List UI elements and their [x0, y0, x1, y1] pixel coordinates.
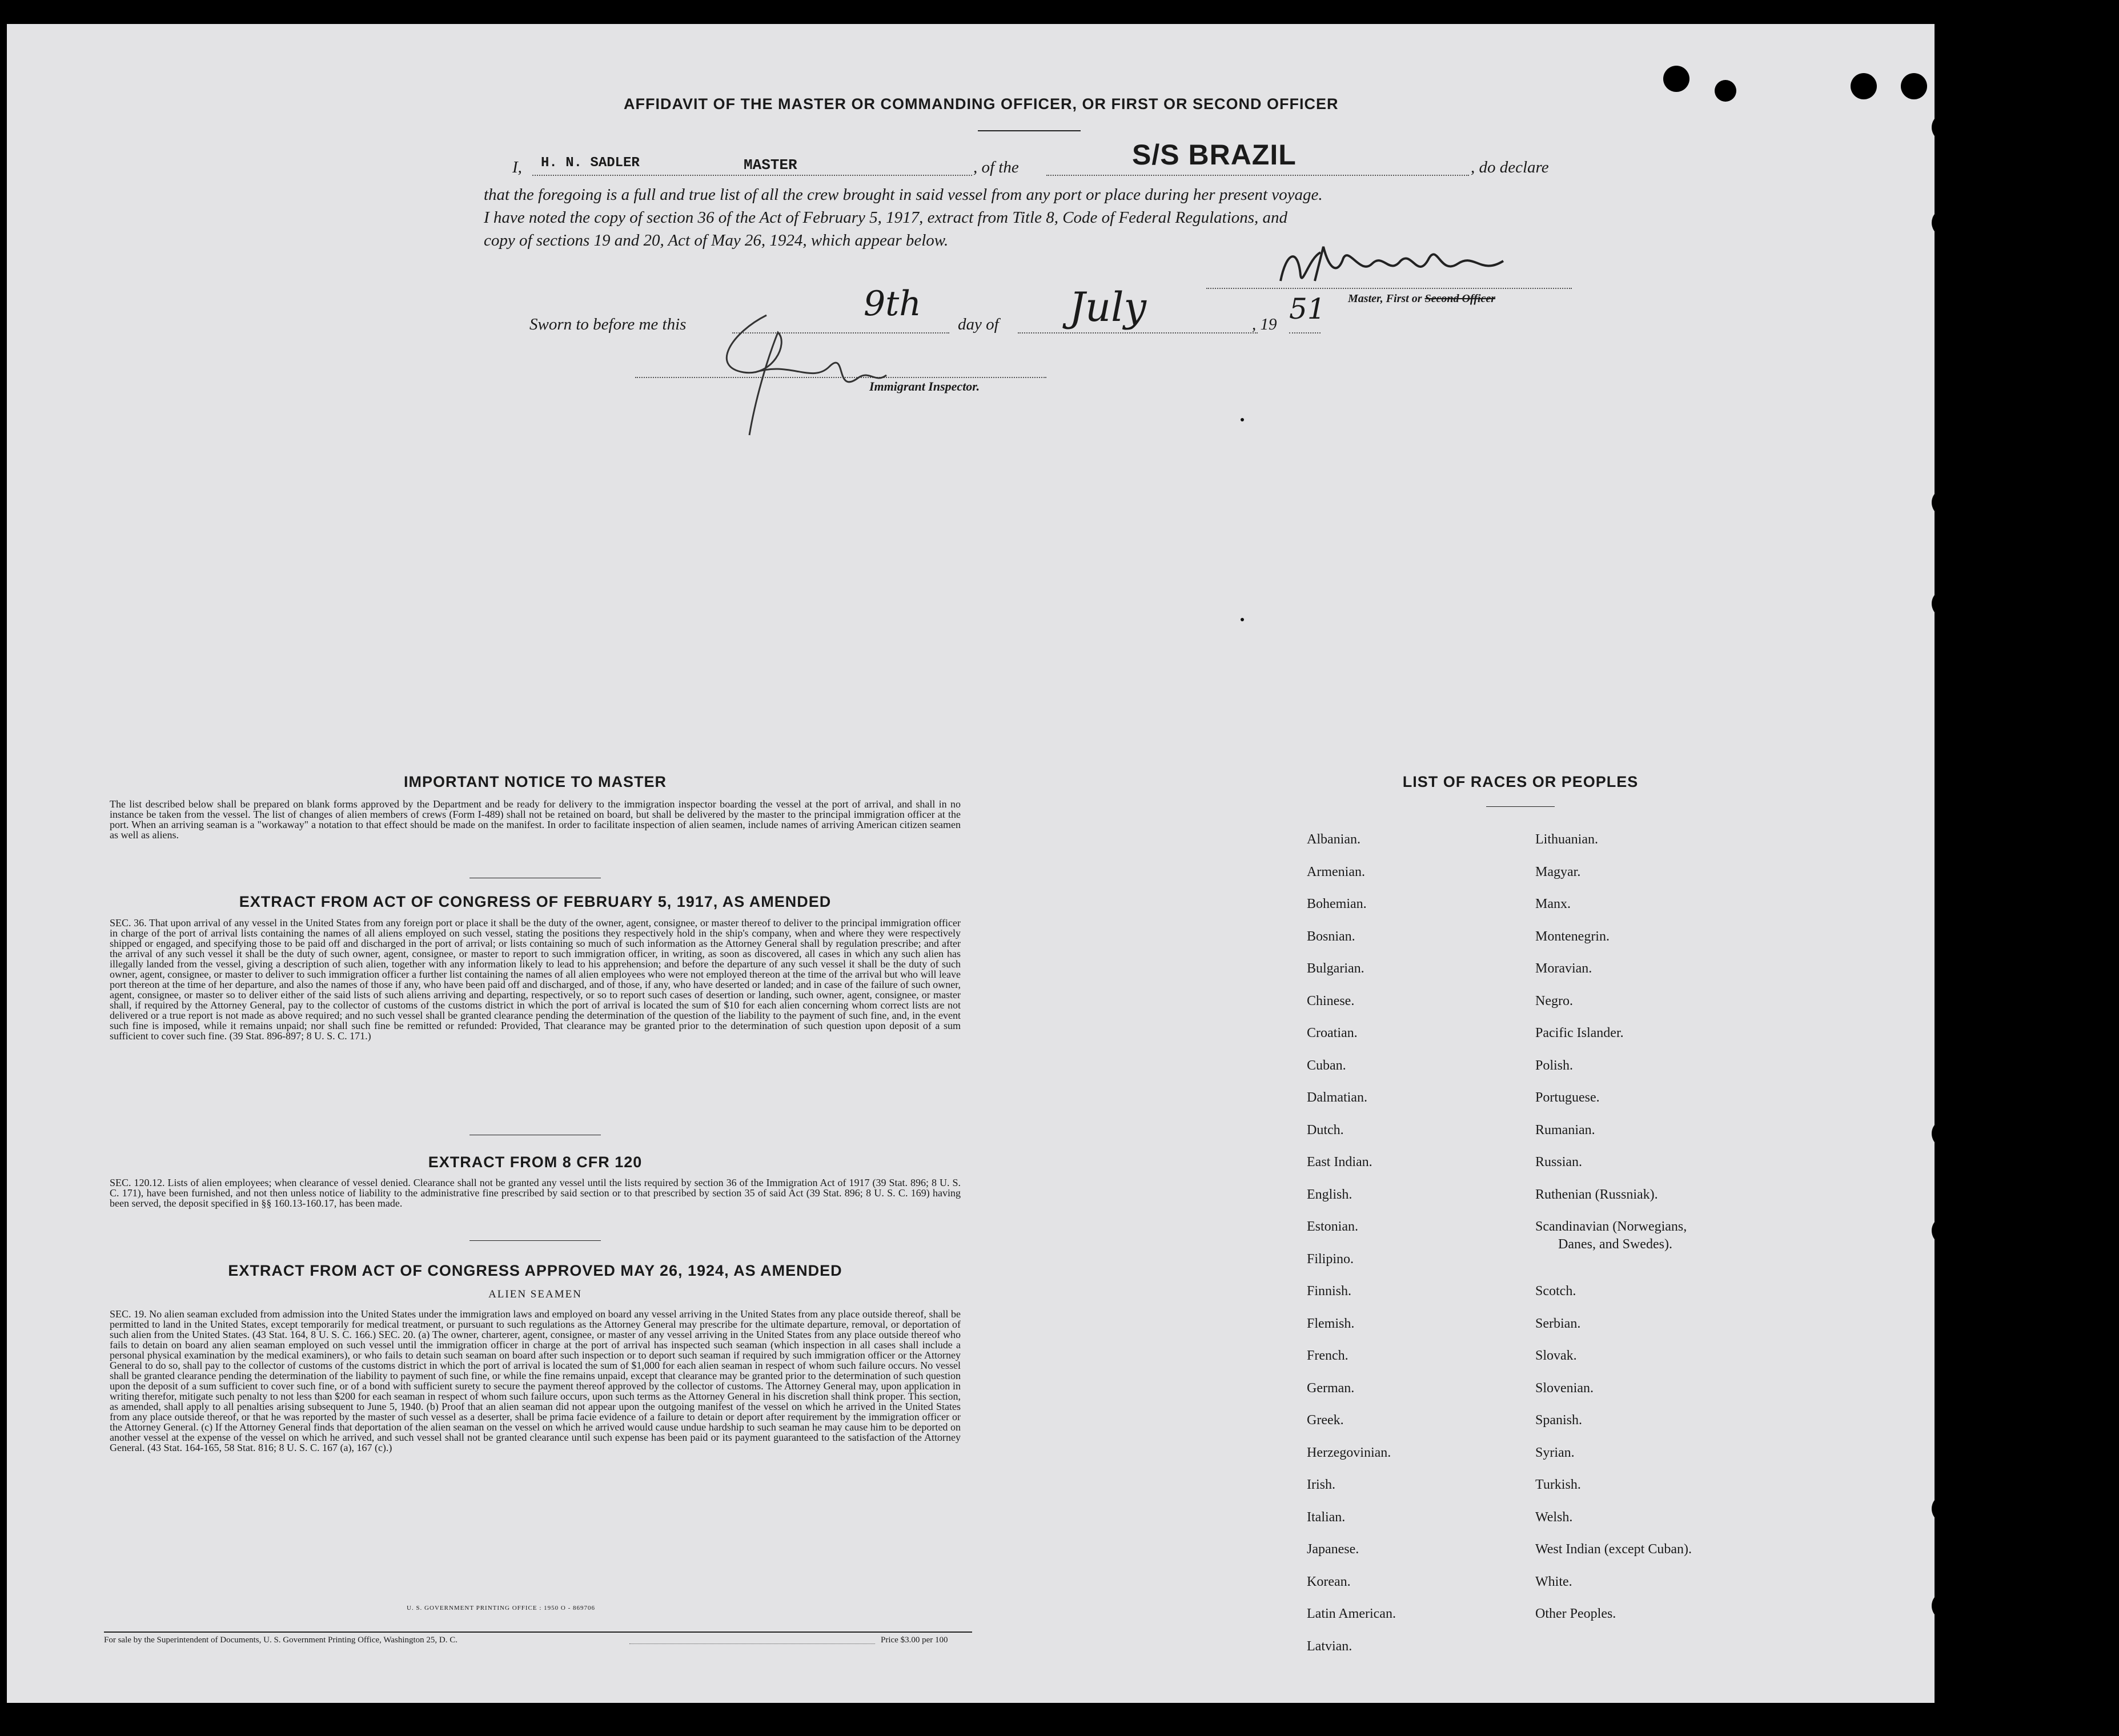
footer-dots	[629, 1643, 875, 1644]
extract-cfr-text: SEC. 120.12. Lists of alien employees; when clearance of vessel denied. Clearance shall not be granted any vessel until the lists required by section 36 of the Immigration Act of 1917 (39 Stat. 896; 8 U. S. C. 171), have been furnished, and not then unless notice of liability to the administrative fine prescribed by said section or to that prescribed by section 35 of said Act (39 Stat. 896; 8 U. S. C. 169) having been served, the deposit specified in §§ 160.13-160.17, has been made.	[110, 1177, 961, 1209]
race-item: Bohemian.	[1307, 897, 1367, 911]
race-item: Ruthenian (Russniak).	[1535, 1187, 1658, 1202]
race-item: Latin American.	[1307, 1606, 1396, 1621]
extract-1924-text: SEC. 19. No alien seaman excluded from admission into the United States under the immigration laws and employed on board any vessel arriving in the United States from any place outside thereof, shall be permitted to land in the United States, except temporarily for medical treatment, or pursuant to such regulations as the Attorney General may prescribe for the ultimate departure, removal, or deportation of such alien from the United States. (43 Stat. 164, 8 U. S. C. 166.) SEC. 20. (a) The owner, charterer, agent, consignee, or master of any vessel arriving in the United States from any place outside thereof who fails to detain on board any alien seaman employed on such vessel until the immigration officer in charge at the port of arrival has inspected such seaman (which inspection in all cases shall include a personal physical examination by the medical examiners), or who fails to detain such seaman on board after such inspection or to deport such seaman if required by such immigration officer or the Attorney General to do so, shall pay to the collector of customs of the customs district in which the port of arrival is located the sum of $1,000 for each alien seaman in respect of whom such failure occurs. No vessel shall be granted clearance pending the determination of the liability to payment of such fine, or while the fine remains unpaid, except that clearance may be granted prior to the determination of such question upon the deposit of a sum sufficient to cover such fine, or of a bond with sufficient surety to secure the payment thereof approved by the collector of customs. The Attorney General may, upon application in writing therefor, mitigate such penalty to not less than $200 for each seaman in respect of whom such failure occurs, upon such terms as the Attorney General in his discretion shall think proper. This section, as amended, shall apply to all penalties arising subsequent to June 5, 1940. (b) Proof that an alien seaman did not appear upon the outgoing manifest of the vessel on which he arrived in the United States from any place outside thereof, or that he was reported by the master of such vessel as a deserter, shall be prima facie evidence of a failure to detain or deport after requirement by the immigration officer or the Attorney General. (c) If the Attorney General finds that deportation of the alien seaman on the vessel on which he arrived would cause undue hardship to such seaman he may cause him to be deported on another vessel at the expense of the vessel on which he arrived, and such vessel shall not be granted clearance until such expense has been paid or its payment guaranteed to the satisfaction of the Attorney General. (43 Stat. 164-165, 58 Stat. 816; 8 U. S. C. 167 (a), 167 (c).)	[110, 1308, 961, 1453]
officer-caption: Master, First or Second Officer	[1348, 292, 1495, 305]
stray-mark	[1241, 618, 1244, 621]
do-declare-label: , do declare	[1471, 158, 1549, 176]
race-item: Turkish.	[1535, 1477, 1581, 1492]
notice-text: The list described below shall be prepared on blank forms approved by the Department and be ready for delivery to the immigration inspector boarding the vessel at the port of arrival, and shall in no instance be taken from the vessel. The list of changes of alien members of crews (Form I-489) shall not be retained on board, but shall be delivered by the master to the principal immigration officer at the port. When an arriving seaman is a "workaway" a notation to that effect should be made on the manifest. In order to facilitate inspection of alien seamen, include names of arriving American citizen seamen as well as aliens.	[110, 798, 961, 841]
footer-rule	[104, 1631, 972, 1633]
i-label: I,	[512, 158, 522, 176]
race-item: Welsh.	[1535, 1509, 1573, 1525]
race-item: Pacific Islander.	[1535, 1026, 1624, 1040]
affidavit-title: AFFIDAVIT OF THE MASTER OR COMMANDING OFFICER, OR FIRST OR SECOND OFFICER	[624, 95, 1339, 112]
race-item: Cuban.	[1307, 1058, 1346, 1073]
race-item: Italian.	[1307, 1509, 1346, 1525]
race-item: White.	[1535, 1574, 1572, 1589]
race-item: Bosnian.	[1307, 929, 1355, 944]
race-item: Scotch.	[1535, 1284, 1576, 1299]
race-item: Rumanian.	[1535, 1122, 1595, 1138]
extract-1924-title: EXTRACT FROM ACT OF CONGRESS APPROVED MAY 26, 1924, AS AMENDED	[228, 1262, 842, 1279]
race-item: Montenegrin.	[1535, 929, 1610, 944]
race-item: Estonian.	[1307, 1219, 1358, 1234]
title-rule	[978, 130, 1081, 131]
officer-line	[532, 175, 972, 176]
extract-1917-title: EXTRACT FROM ACT OF CONGRESS OF FEBRUARY 5, 1917, AS AMENDED	[239, 893, 832, 910]
month-line	[1018, 332, 1258, 333]
price-note: Price $3.00 per 100	[881, 1635, 948, 1645]
race-item: Greek.	[1307, 1413, 1344, 1428]
punch-hole	[1932, 488, 1960, 517]
punch-hole	[1901, 73, 1927, 99]
stray-mark	[1241, 418, 1244, 421]
punch-hole	[1851, 73, 1877, 99]
race-item: Filipino.	[1307, 1251, 1354, 1267]
race-item: Serbian.	[1535, 1316, 1581, 1331]
day-value: 9th	[864, 284, 921, 324]
punch-hole	[1932, 208, 1960, 237]
race-item: Chinese.	[1307, 993, 1355, 1008]
race-item: Bulgarian.	[1307, 961, 1364, 976]
punch-hole	[1932, 1592, 1960, 1620]
punch-hole	[1663, 66, 1689, 92]
punch-hole	[1932, 1119, 1960, 1148]
race-item: Dutch.	[1307, 1122, 1344, 1138]
inspector-caption: Immigrant Inspector.	[869, 379, 980, 393]
race-item: West Indian (except Cuban).	[1535, 1542, 1692, 1557]
officer-name: H. N. SADLER	[541, 155, 640, 171]
extract-cfr-title: EXTRACT FROM 8 CFR 120	[428, 1154, 643, 1171]
race-item: English.	[1307, 1187, 1353, 1202]
year-value: 51	[1289, 292, 1326, 326]
year-line	[1289, 332, 1321, 333]
for-sale-note: For sale by the Superintendent of Documents, U. S. Government Printing Office, Washington 25, D. C.	[104, 1635, 457, 1645]
race-item: Moravian.	[1535, 961, 1592, 976]
sworn-label: Sworn to before me this	[529, 315, 687, 333]
race-item: Dalmatian.	[1307, 1090, 1367, 1105]
inspector-signature	[698, 310, 904, 441]
month-value: July	[1069, 284, 1147, 331]
punch-hole	[1932, 589, 1960, 618]
race-item: Flemish.	[1307, 1316, 1355, 1331]
race-item: Other Peoples.	[1535, 1606, 1616, 1621]
races-rule	[1486, 806, 1555, 807]
race-item: Magyar.	[1535, 864, 1581, 879]
race-item: Russian.	[1535, 1155, 1583, 1170]
race-item: French.	[1307, 1348, 1349, 1363]
race-item: Slovak.	[1535, 1348, 1577, 1363]
race-item: Slovenian.	[1535, 1380, 1594, 1396]
race-item: Finnish.	[1307, 1284, 1352, 1299]
vessel-name: S/S BRAZIL	[1132, 139, 1297, 171]
race-item: Scandinavian (Norwegians,	[1535, 1219, 1687, 1234]
punch-hole	[1715, 80, 1736, 102]
races-title: LIST OF RACES OR PEOPLES	[1402, 773, 1639, 790]
declaration-line-4: copy of sections 19 and 20, Act of May 26, 1924, which appear below.	[484, 231, 949, 250]
race-item: Spanish.	[1535, 1413, 1583, 1428]
notice-title: IMPORTANT NOTICE TO MASTER	[404, 773, 667, 790]
officer-signature	[1275, 241, 1549, 292]
race-item: Korean.	[1307, 1574, 1351, 1589]
affidavit-page	[7, 24, 1935, 1703]
officer-rank: MASTER	[744, 156, 797, 174]
punch-hole	[1932, 113, 1960, 142]
vessel-line	[1046, 175, 1469, 176]
race-item: Croatian.	[1307, 1026, 1358, 1040]
race-item: Syrian.	[1535, 1445, 1575, 1460]
punch-hole	[1932, 1494, 1960, 1523]
race-item: Japanese.	[1307, 1542, 1359, 1557]
declaration-line-3: I have noted the copy of section 36 of the Act of February 5, 1917, extract from Title 8, Code of Federal Regulations, and	[484, 208, 1288, 227]
day-of-label: day of	[958, 315, 999, 333]
race-item: German.	[1307, 1380, 1355, 1396]
race-item: Negro.	[1535, 993, 1573, 1008]
alien-seamen-subtitle: ALIEN SEAMEN	[488, 1288, 582, 1300]
year-prefix: , 19	[1252, 315, 1277, 333]
extract-1917-text: SEC. 36. That upon arrival of any vessel in the United States from any foreign port or place it shall be the duty of the owner, agent, consignee, or master thereof to deliver to the principal immigration officer in charge of the port of arrival lists containing the names of all aliens employed on such vessel, stating the positions they respectively hold in the ship's company, when and where they were respectively shipped or engaged, and specifying those to be paid off and discharged in the port of arrival; or lists containing so much of such information as the Attorney General shall by regulation prescribe; and after the arrival of any such vessel it shall be the duty of such owner, agent, consignee, or master to report to such immigration officer, in writing, as soon as discovered, all cases in which any such alien has illegally landed from the vessel, giving a description of such alien, together with any information likely to lead to his apprehension; and before the departure of any such vessel it shall be the duty of such owner, agent, consignee, or master to deliver to such immigration officer a further list containing the names of all alien employees who were not employed thereon at the time of the arrival but who will leave port thereon at the time of her departure, and also the names of those if any, who have been paid off and discharged, and of those, if any, who have deserted or landed; and in case of the failure of such owner, agent, consignee, or master so to deliver either of the said lists of such aliens arriving and departing, respectively, or so to report such cases of desertion or landing, such owner, agent, consignee, or master shall, if required by the Attorney General, pay to the collector of customs of the customs district in which the port of arrival is located the sum of $10 for each alien concerning whom correct lists are not delivered or a true report is not made as above required; and no such vessel shall be granted clearance pending the determination of the question of the liability to the payment of such fine, and, in the event such fine is imposed, while it remains unpaid; nor shall such fine be remitted or refunded: Provided, That clearance may be granted prior to the determination of such question upon deposit of a sum sufficient to cover such fine. (39 Stat. 896-897; 8 U. S. C. 171.)	[110, 917, 961, 1042]
race-item: Irish.	[1307, 1477, 1335, 1492]
printing-office: U. S. GOVERNMENT PRINTING OFFICE : 1950 O - 869706	[407, 1605, 596, 1612]
race-item: East Indian.	[1307, 1155, 1372, 1170]
race-item: Portuguese.	[1535, 1090, 1600, 1105]
race-item: Herzegovinian.	[1307, 1445, 1391, 1460]
extract-cfr-rule	[469, 1240, 601, 1241]
race-item: Danes, and Swedes).	[1558, 1237, 1672, 1252]
race-item: Armenian.	[1307, 864, 1365, 879]
race-item: Latvian.	[1307, 1638, 1353, 1654]
race-item: Polish.	[1535, 1058, 1574, 1073]
declaration-line-2: that the foregoing is a full and true list of all the crew brought in said vessel from any port or place during her present voyage.	[484, 186, 1323, 204]
punch-hole	[1932, 1216, 1960, 1245]
race-item: Lithuanian.	[1535, 832, 1598, 847]
of-the-label: , of the	[973, 158, 1019, 176]
race-item: Albanian.	[1307, 832, 1361, 847]
race-item: Manx.	[1535, 897, 1571, 911]
